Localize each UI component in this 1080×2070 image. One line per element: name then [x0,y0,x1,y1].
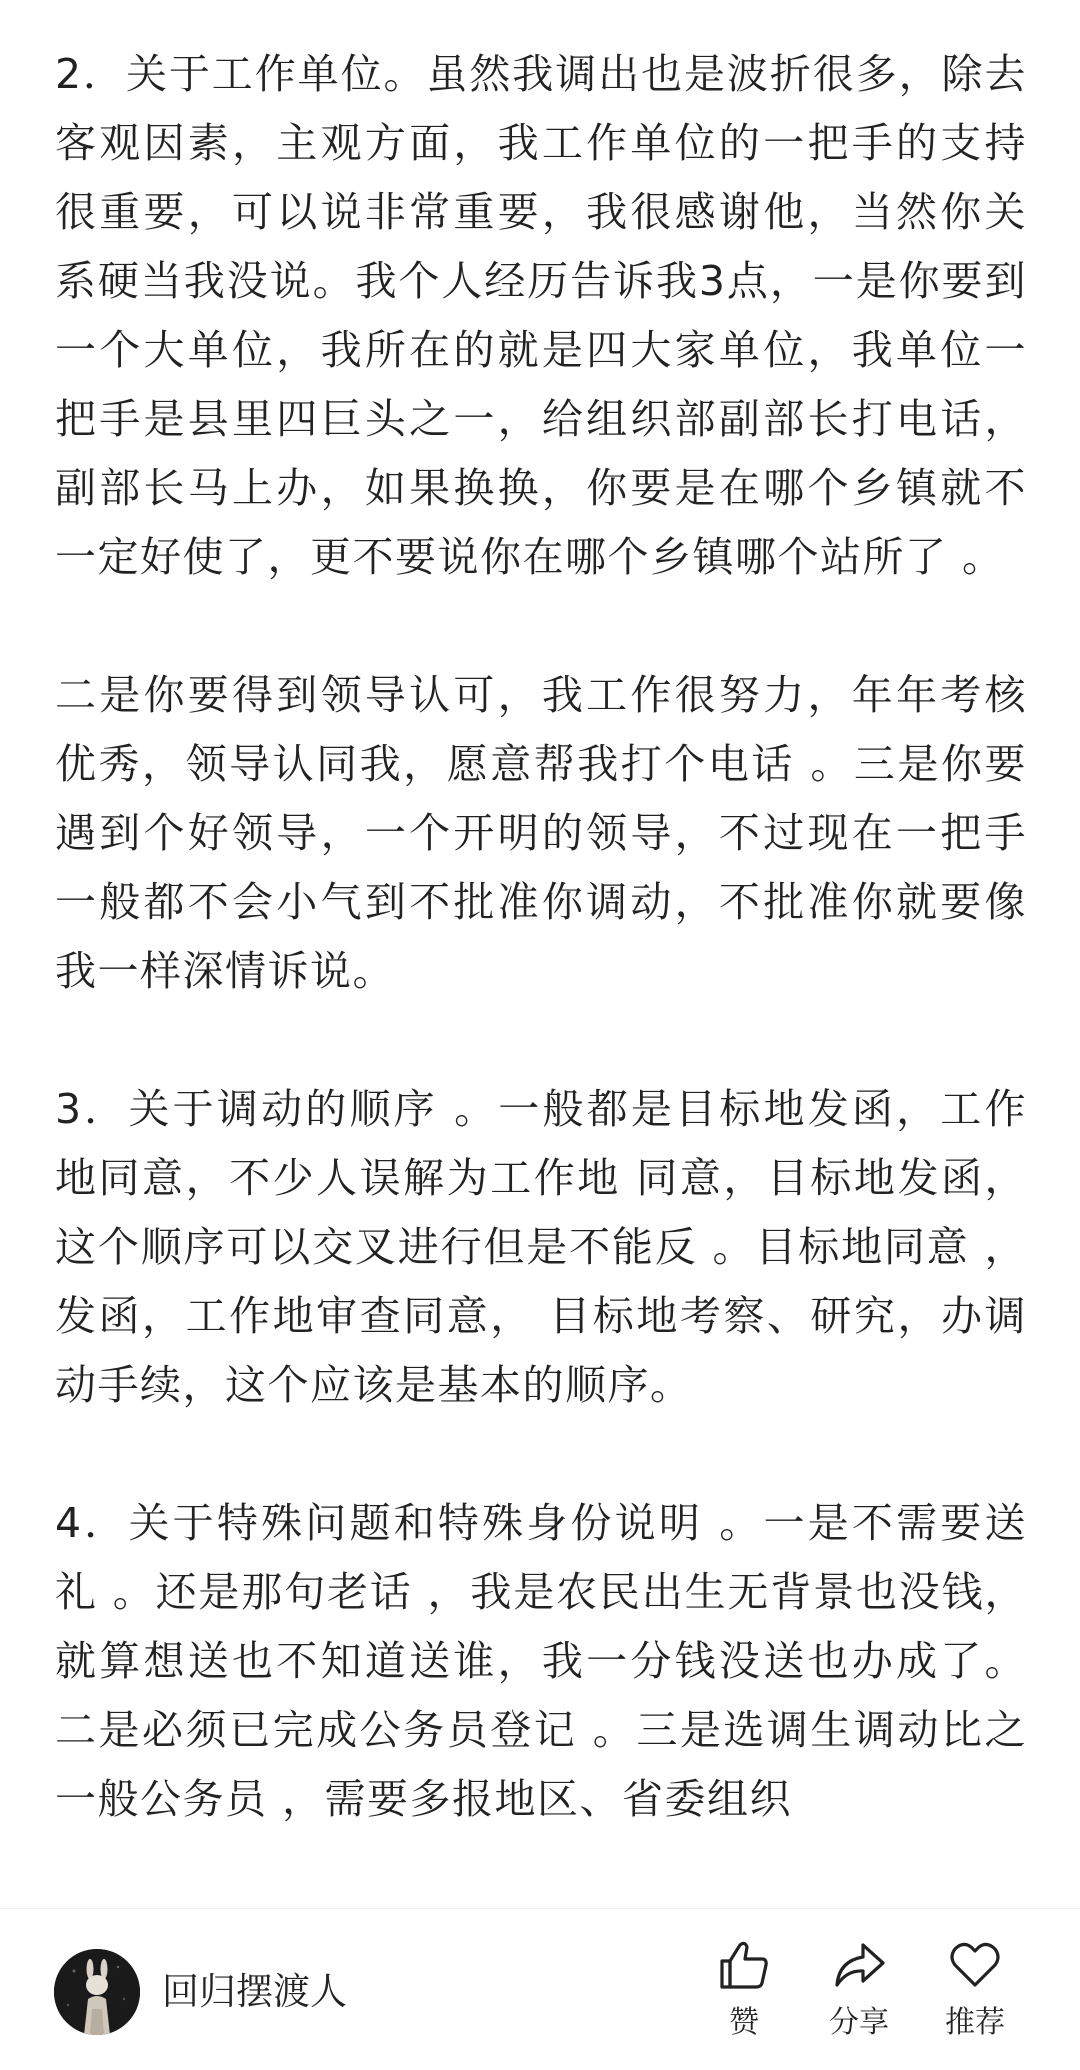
article-paragraph-4: 4．关于特殊问题和特殊身份说明 。一是不需要送礼 。还是那句老话 ，我是农民出生无背景也没钱，就算想送也不知道送谁，我一分钱没送也办成了。二是必须已完成公务员登记 。三是选调生调动比之一般公务员 ，需要多报地区、省委组织 [55,1499,1027,1823]
recommend-label: 推荐 [945,2005,1005,2040]
article-paragraph-1: 2．关于工作单位。虽然我调出也是波折很多，除去客观因素，主观方面，我工作单位的一把手的支持很重要，可以说非常重要，我很感谢他，当然你关系硬当我没说。我个人经历告诉我3点，一是你要到一个大单位，我所在的就是四大家单位，我单位一把手是县里四巨头之一，给组织部副部长打电话，副部长马上办，如果换换，你要是在哪个乡镇就不一定好使了，更不要说你在哪个乡镇哪个站所了 。 [55,50,1027,581]
share-button[interactable] [804,1937,914,2057]
like-label: 赞 [729,2005,759,2040]
share-arrow-icon [831,1937,887,1993]
share-label: 分享 [829,2005,889,2040]
article-paragraph-3: 3．关于调动的顺序 。一般都是目标地发函，工作地同意，不少人误解为工作地 同意，目标地发函，这个顺序可以交叉进行但是不能反 。目标地同意 ，发函，工作地审查同意， 目标地考察、研究，办调动手续，这个应该是基本的顺序。 [55,1085,1027,1409]
like-button[interactable] [689,1937,799,2057]
bottom-action-bar [0,1908,1080,2070]
article-body [55,40,1027,1900]
avatar[interactable] [54,1949,140,2035]
avatar-image [54,1949,140,2035]
thumbs-up-icon [716,1937,772,1993]
heart-icon [947,1937,1003,1993]
author-name[interactable]: 回归摆渡人 [162,1970,347,2013]
article-paragraph-2: 二是你要得到领导认可，我工作很努力，年年考核优秀，领导认同我，愿意帮我打个电话 。三是你要遇到个好领导，一个开明的领导，不过现在一把手一般都不会小气到不批准你调动，不批准你就要像我一样深情诉说。 [55,671,1027,995]
recommend-button[interactable] [920,1937,1030,2057]
